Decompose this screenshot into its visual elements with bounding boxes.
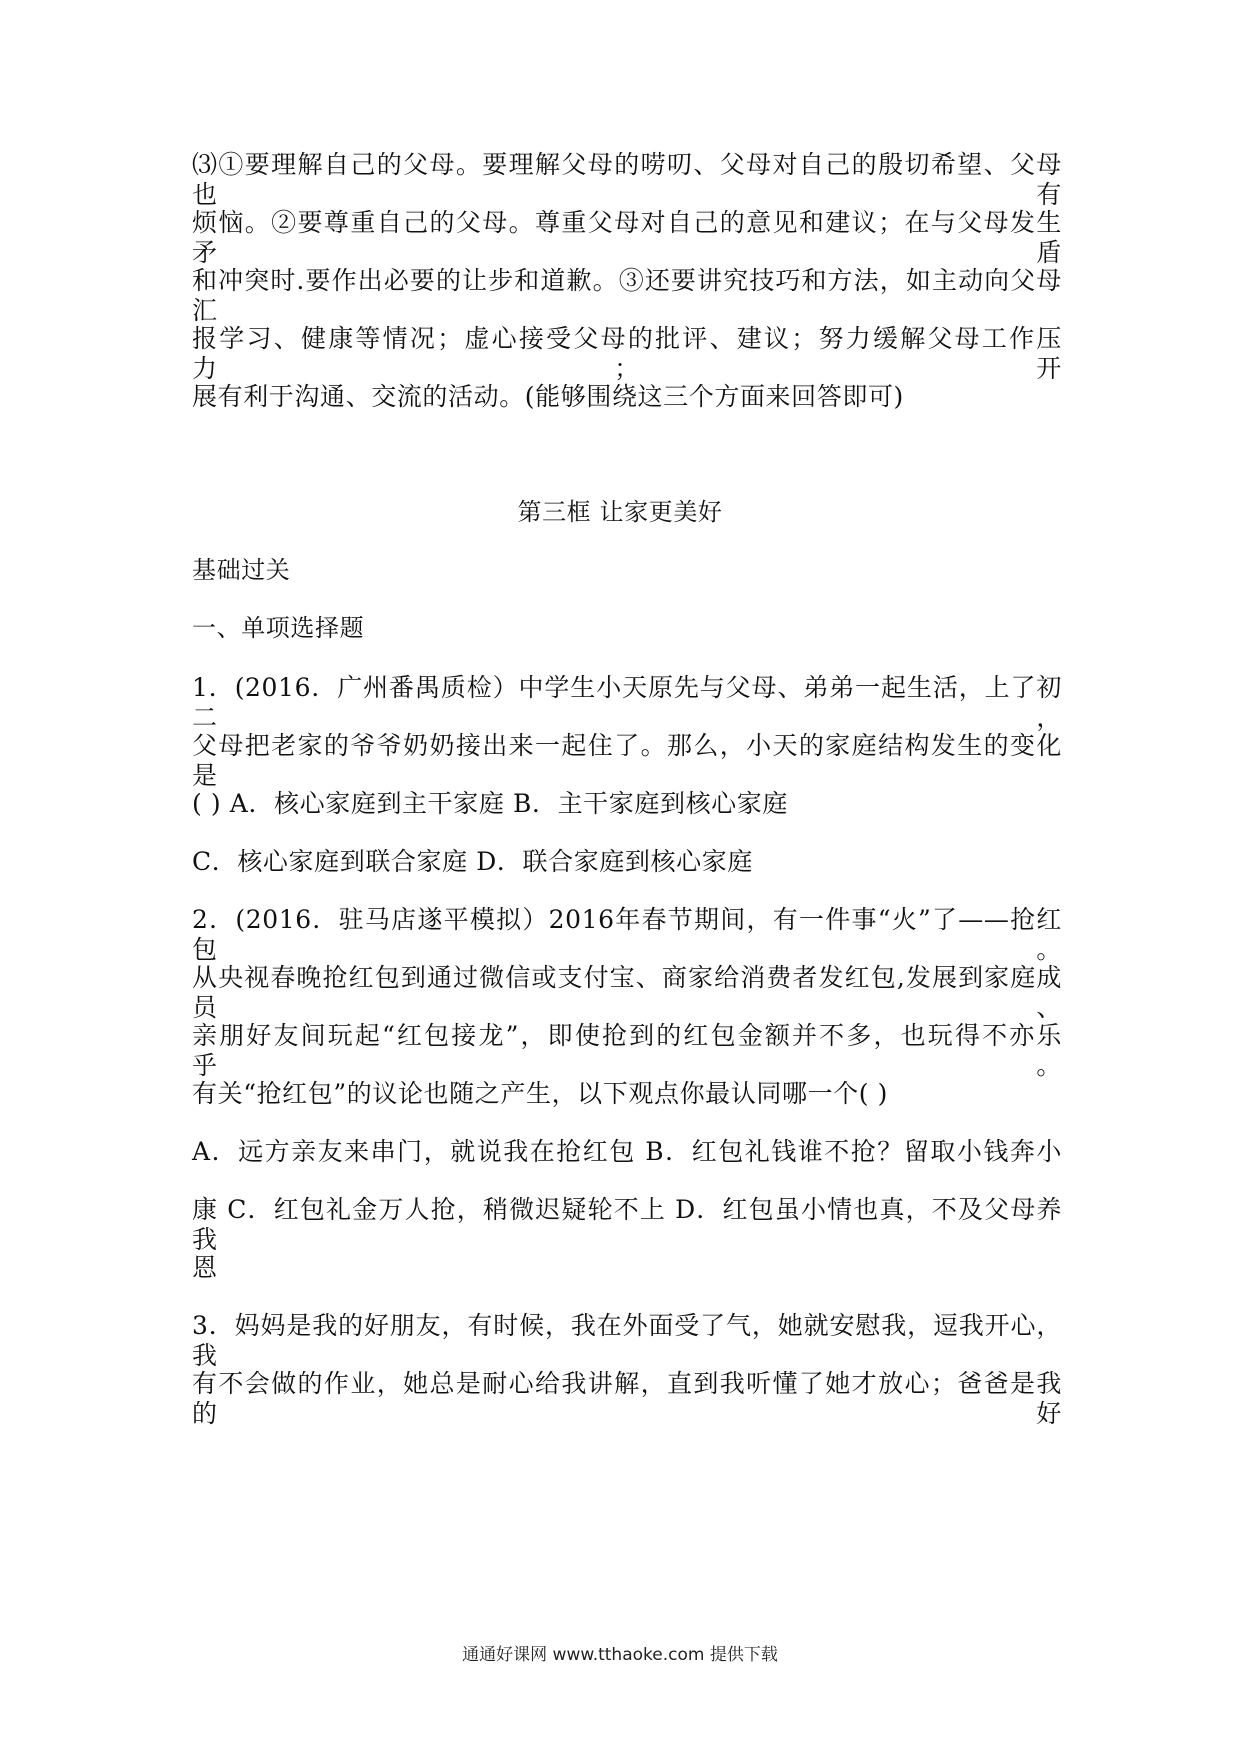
answer-line-3: 和冲突时.要作出必要的让步和道歉。③还要讲究技巧和方法，如主动向父母汇 (192, 266, 1062, 325)
question-type-heading: 一、单项选择题 (192, 614, 365, 642)
q2-options-line-3: 恩 (192, 1253, 218, 1282)
section-subtitle: 基础过关 (192, 556, 291, 584)
page-footer: 通通好课网 www.tthaoke.com 提供下载 (462, 1645, 778, 1665)
answer-line-2: 烦恼。②要尊重自己的父母。尊重父母对自己的意见和建议；在与父母发生矛盾 (192, 208, 1062, 267)
q2-options-line-1: A．远方亲友来串门，就说我在抢红包 B．红包礼钱谁不抢？留取小钱奔小 (192, 1137, 1062, 1166)
q1-options-line-2: C．核心家庭到联合家庭 D．联合家庭到核心家庭 (192, 847, 753, 876)
q2-line-4: 有关“抢红包”的议论也随之产生，以下观点你最认同哪一个( ) (192, 1079, 889, 1108)
answer-line-1: ⑶①要理解自己的父母。要理解父母的唠叨、父母对自己的殷切希望、父母也有 (192, 150, 1062, 209)
q3-line-2: 有不会做的作业，她总是耐心给我讲解，直到我听懂了她才放心；爸爸是我的好 (192, 1369, 1062, 1428)
q2-options-line-2: 康 C．红包礼金万人抢，稍微迟疑轮不上 D．红包虽小情也真，不及父母养我 (192, 1195, 1062, 1254)
section-title: 第三框 让家更美好 (517, 498, 723, 526)
q1-line-1: 1．(2016．广州番禺质检）中学生小天原先与父母、弟弟一起生活，上了初二， (192, 673, 1062, 732)
q3-line-1: 3．妈妈是我的好朋友，有时候，我在外面受了气，她就安慰我，逗我开心，我 (192, 1311, 1062, 1370)
answer-line-4: 报学习、健康等情况；虚心接受父母的批评、建议；努力缓解父母工作压力；开 (192, 324, 1062, 383)
q2-line-1: 2．(2016．驻马店遂平模拟）2016年春节期间，有一件事“火”了——抢红包。 (192, 905, 1062, 964)
q2-line-2: 从央视春晚抢红包到通过微信或支付宝、商家给消费者发红包,发展到家庭成员、 (192, 963, 1062, 1022)
q2-line-3: 亲朋好友间玩起“红包接龙”，即使抢到的红包金额并不多，也玩得不亦乐乎。 (192, 1021, 1062, 1080)
q1-options-line-1: ( ) A．核心家庭到主干家庭 B．主干家庭到核心家庭 (192, 789, 788, 818)
q1-line-2: 父母把老家的爷爷奶奶接出来一起住了。那么，小天的家庭结构发生的变化是 (192, 731, 1062, 790)
answer-line-5: 展有利于沟通、交流的活动。(能够围绕这三个方面来回答即可) (192, 382, 904, 411)
